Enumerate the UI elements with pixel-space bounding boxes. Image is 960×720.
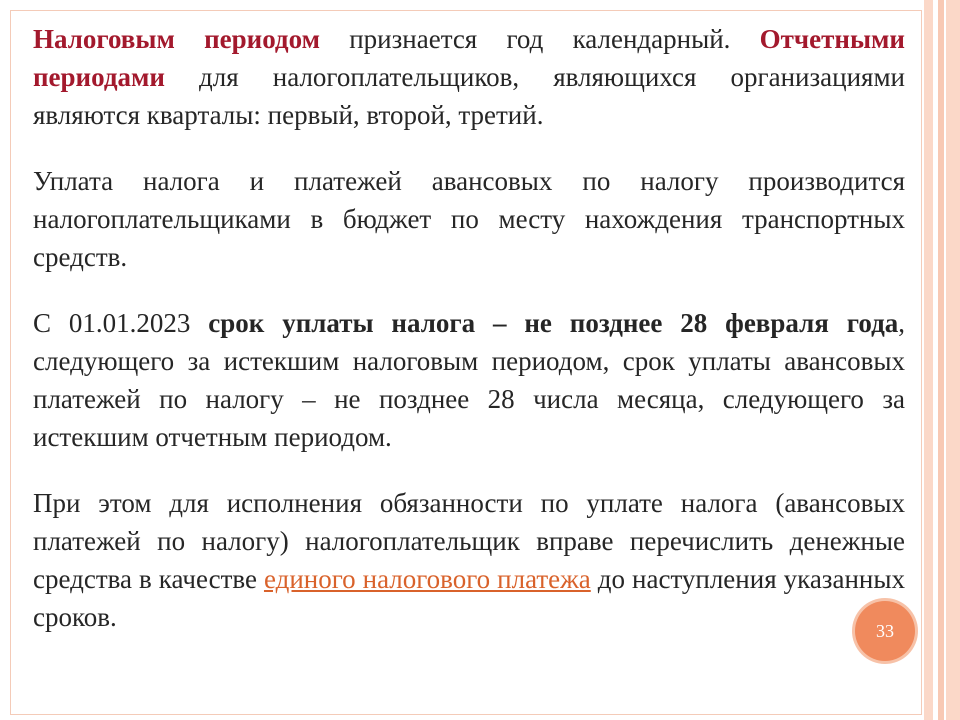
page-number-badge: 33: [855, 601, 915, 661]
term-reporting-periods: Отчетными периодами: [33, 24, 905, 92]
paragraph-tax-period: [33, 20, 905, 134]
term-tax-period: Налоговым периодом: [33, 24, 320, 54]
paragraph-single-payment: [33, 484, 905, 636]
paragraph-payment-deadline: [33, 304, 905, 456]
single-tax-payment-link[interactable]: единого налогового платежа: [263, 564, 591, 594]
paragraph-text: для налогоплательщиков, являющихся организациями являются кварталы: первый, второй, третий.: [33, 62, 905, 130]
paragraph-text: , следующего за истекшим налоговым периодом, срок уплаты авансовых платежей по налогу – не позднее 28 числа месяца, следующего за истекшим отчетным периодом.: [33, 308, 905, 452]
paragraph-text: С 01.01.2023: [33, 308, 209, 338]
decorative-stripe: [946, 0, 960, 720]
slide-body: [33, 20, 905, 636]
paragraph-text: признается год календарный.: [319, 24, 760, 54]
deadline-emphasis: срок уплаты налога – не позднее 28 февраля года: [208, 308, 899, 338]
decorative-stripe: [924, 0, 933, 720]
paragraph-text: до наступления указанных сроков.: [33, 564, 905, 632]
paragraph-text: При этом для исполнения обязанности по уплате налога (авансовых платежей по налогу) налогоплательщик вправе перечислить денежные средства в качестве: [33, 488, 905, 594]
paragraph-text: Уплата налога и платежей авансовых по налогу производится налогоплательщиками в бюджет по месту нахождения транспортных средств.: [33, 166, 905, 272]
paragraph-payment-place: [33, 162, 905, 276]
